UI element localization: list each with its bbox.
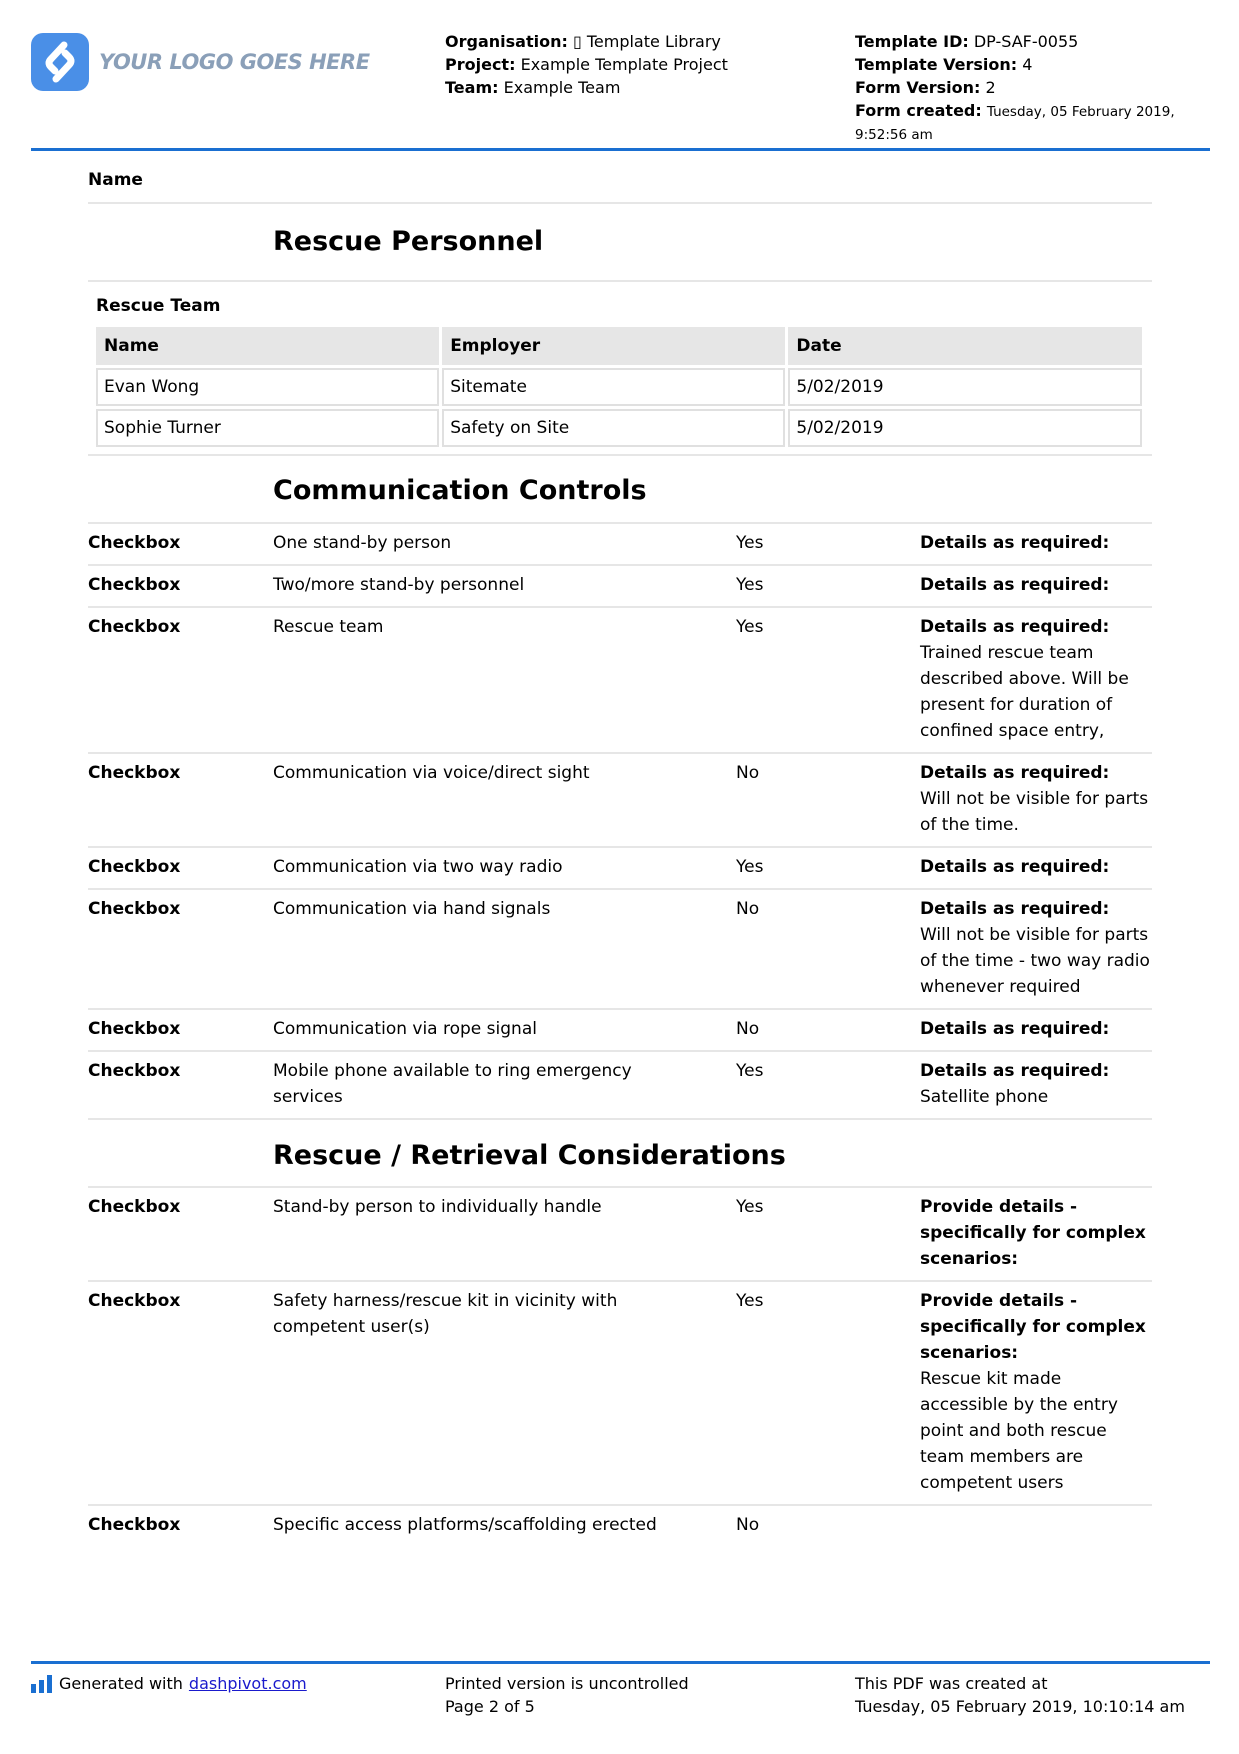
header-template-info — [855, 30, 1215, 147]
form-row — [88, 1008, 1152, 1050]
logo — [31, 33, 370, 91]
details-field — [920, 896, 1152, 1000]
details-label: Details as required: — [920, 1061, 1110, 1081]
template-version-line: Template Version: 4 — [855, 55, 1033, 74]
section-title-rescue-personnel: Rescue Personnel — [273, 226, 544, 257]
details-label: Details as required: — [920, 617, 1110, 637]
checklist-item-text: Safety harness/rescue kit in vicinity with competent user(s) — [273, 1291, 618, 1337]
details-field — [920, 572, 1152, 598]
checklist-item-text: Two/more stand-by personnel — [273, 575, 525, 595]
rescue-team-table — [93, 324, 1145, 450]
checklist-item-text: Specific access platforms/scaffolding erected — [273, 1515, 657, 1535]
form-row — [88, 522, 1152, 564]
checklist-item-text: Communication via two way radio — [273, 857, 563, 877]
pdf-created-info — [855, 1672, 1185, 1718]
organisation-line: Organisation: ▯ Template Library — [445, 32, 721, 51]
page-number: Page 2 of 5 — [445, 1697, 535, 1716]
details-value: Will not be visible for parts of the time - two way radio whenever required — [920, 925, 1150, 997]
logo-text: YOUR LOGO GOES HERE — [99, 50, 370, 74]
form-row — [88, 1280, 1152, 1504]
cell-date: 5/02/2019 — [788, 409, 1142, 447]
checkbox-answer: No — [736, 1515, 760, 1535]
field-type-label: Checkbox — [88, 533, 181, 553]
dashpivot-icon — [31, 1675, 53, 1693]
details-label: Details as required: — [920, 857, 1110, 877]
header-project-info — [445, 30, 728, 99]
project-line: Project: Example Template Project — [445, 55, 728, 74]
logo-icon — [31, 33, 89, 91]
generated-with — [31, 1672, 307, 1695]
form-row — [88, 564, 1152, 606]
checkbox-answer: Yes — [736, 1061, 764, 1081]
checkbox-answer: Yes — [736, 575, 764, 595]
communication-controls-list — [88, 522, 1152, 1118]
checklist-item-text: Rescue team — [273, 617, 384, 637]
checkbox-answer: Yes — [736, 1197, 764, 1217]
details-label: Details as required: — [920, 899, 1110, 919]
checklist-item-text: Stand-by person to individually handle — [273, 1197, 602, 1217]
section-title-communication-controls: Communication Controls — [273, 475, 647, 506]
column-header-employer: Employer — [442, 327, 785, 365]
details-field — [920, 760, 1152, 838]
pdf-created-timestamp: Tuesday, 05 February 2019, 10:10:14 am — [855, 1697, 1185, 1716]
cell-name: Evan Wong — [96, 368, 439, 406]
cell-name: Sophie Turner — [96, 409, 439, 447]
details-value: Trained rescue team described above. Will be present for duration of confined space entry, — [920, 643, 1129, 741]
header-divider — [31, 148, 1210, 151]
field-type-label: Checkbox — [88, 1061, 181, 1081]
details-value: Satellite phone — [920, 1087, 1049, 1107]
details-label: Details as required: — [920, 533, 1110, 553]
form-row — [88, 752, 1152, 846]
cell-date: 5/02/2019 — [788, 368, 1142, 406]
form-version-line: Form Version: 2 — [855, 78, 996, 97]
field-type-label: Checkbox — [88, 899, 181, 919]
checklist-item-text: Communication via hand signals — [273, 899, 551, 919]
details-value: Rescue kit made accessible by the entry point and both rescue team members are competent users — [920, 1369, 1118, 1493]
pdf-created-label: This PDF was created at — [855, 1674, 1048, 1693]
form-content — [88, 158, 1152, 1546]
checkbox-answer: No — [736, 763, 760, 783]
table-header-row — [96, 327, 1142, 365]
rescue-retrieval-list — [88, 1186, 1152, 1546]
team-line: Team: Example Team — [445, 78, 621, 97]
print-info — [445, 1672, 689, 1718]
field-type-label: Checkbox — [88, 763, 181, 783]
form-row — [88, 606, 1152, 752]
cell-employer: Safety on Site — [442, 409, 785, 447]
details-field — [920, 1194, 1152, 1272]
details-label: Provide details - specifically for complex scenarios: — [920, 1291, 1146, 1363]
details-field — [920, 1016, 1152, 1042]
checklist-item-text: Communication via voice/direct sight — [273, 763, 590, 783]
checklist-item-text: One stand-by person — [273, 533, 452, 553]
column-header-date: Date — [788, 327, 1142, 365]
name-label: Name — [88, 170, 143, 190]
form-row — [88, 1050, 1152, 1118]
form-row — [88, 846, 1152, 888]
field-type-label: Checkbox — [88, 1197, 181, 1217]
form-row — [88, 888, 1152, 1008]
checkbox-answer: No — [736, 1019, 760, 1039]
table-row — [96, 368, 1142, 406]
field-type-label: Checkbox — [88, 617, 181, 637]
form-created-line: Form created: Tuesday, 05 February 2019, — [855, 101, 1175, 120]
field-type-label: Checkbox — [88, 1515, 181, 1535]
details-field — [920, 614, 1152, 744]
details-label: Provide details - specifically for complex scenarios: — [920, 1197, 1146, 1269]
checkbox-answer: Yes — [736, 857, 764, 877]
checklist-item-text: Communication via rope signal — [273, 1019, 537, 1039]
dashpivot-link[interactable]: dashpivot.com — [188, 1674, 307, 1693]
footer-divider — [31, 1661, 1210, 1664]
checkbox-answer: Yes — [736, 1291, 764, 1311]
details-label: Details as required: — [920, 575, 1110, 595]
uncontrolled-notice: Printed version is uncontrolled — [445, 1674, 689, 1693]
form-created-time: 9:52:56 am — [855, 127, 933, 143]
details-field — [920, 530, 1152, 556]
details-field — [920, 1058, 1152, 1110]
table-row — [96, 409, 1142, 447]
details-label: Details as required: — [920, 763, 1110, 783]
field-type-label: Checkbox — [88, 575, 181, 595]
column-header-name: Name — [96, 327, 439, 365]
checkbox-answer: Yes — [736, 617, 764, 637]
cell-employer: Sitemate — [442, 368, 785, 406]
details-field — [920, 854, 1152, 880]
checkbox-answer: Yes — [736, 533, 764, 553]
field-type-label: Checkbox — [88, 857, 181, 877]
generated-prefix: Generated with — [59, 1674, 183, 1693]
field-type-label: Checkbox — [88, 1019, 181, 1039]
template-id-line: Template ID: DP-SAF-0055 — [855, 32, 1079, 51]
details-label: Details as required: — [920, 1019, 1110, 1039]
rescue-team-label: Rescue Team — [96, 296, 221, 316]
form-row — [88, 1186, 1152, 1280]
section-title-rescue-retrieval: Rescue / Retrieval Considerations — [273, 1140, 786, 1171]
page-header — [31, 28, 1210, 158]
checkbox-answer: No — [736, 899, 760, 919]
checklist-item-text: Mobile phone available to ring emergency services — [273, 1061, 632, 1107]
details-value: Will not be visible for parts of the time. — [920, 789, 1149, 835]
form-row — [88, 1504, 1152, 1546]
field-type-label: Checkbox — [88, 1291, 181, 1311]
details-field — [920, 1288, 1152, 1496]
